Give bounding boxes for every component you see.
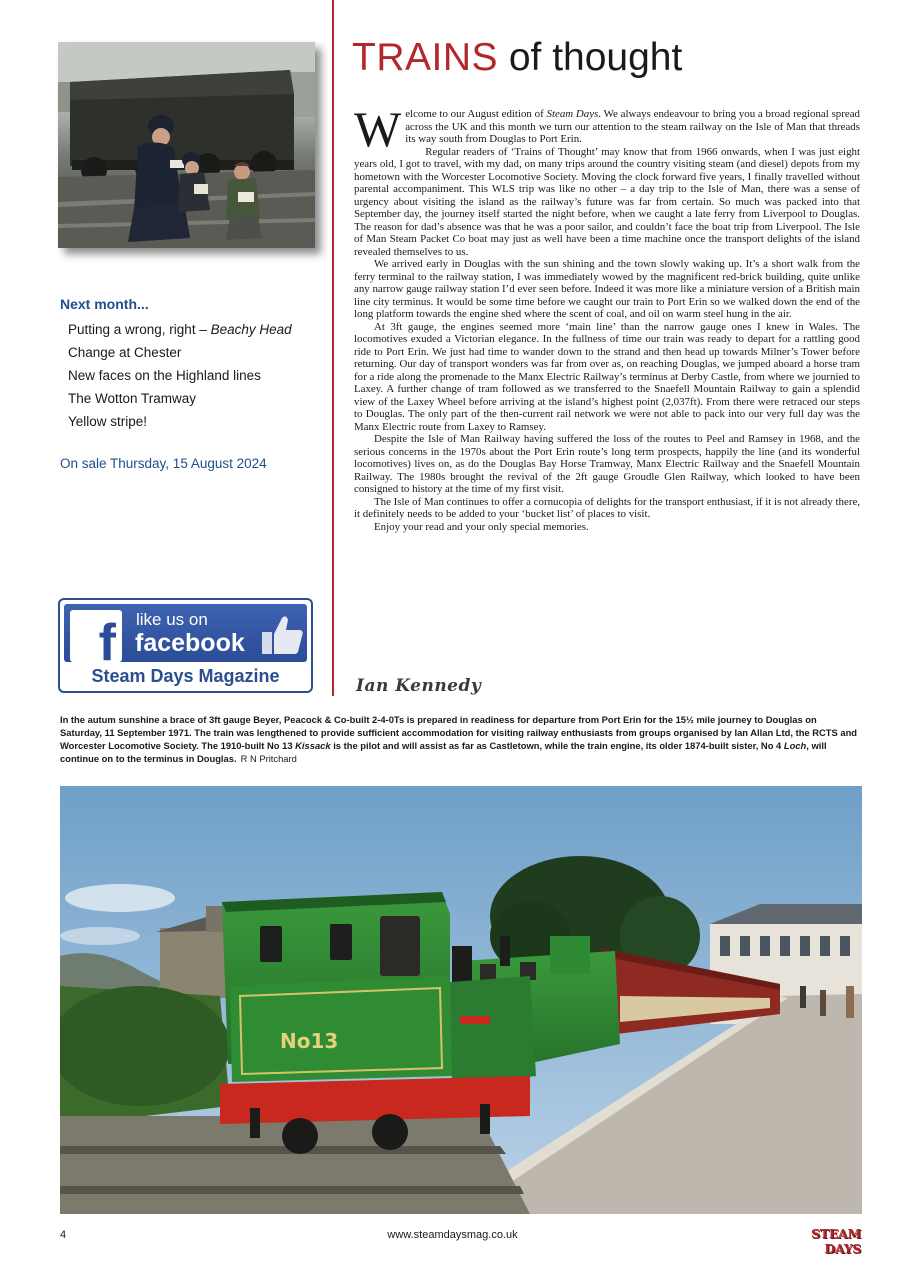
- next-month-item: Putting a wrong, right – Beachy Head: [68, 322, 292, 337]
- facebook-wordmark: facebook: [135, 629, 245, 657]
- on-sale-date: On sale Thursday, 15 August 2024: [60, 456, 267, 471]
- next-month-list: [68, 318, 292, 433]
- title-red-word: TRAINS: [352, 36, 499, 79]
- depot-photo: [58, 42, 315, 248]
- article-paragraph: At 3ft gauge, the engines seemed more ‘main line’ than the narrow gauge ones I knew in Wales. The locomotives exuded a Victorian elegance. In the fullness of time our train was ready to depart for a rattling good ride to Port Erin. We just had time to wander down to the strand and then head up towards Milner’s Tower before returning. Our day of transport wonders was far from over as, on reaching Douglas, we jumped aboard a horse tram for a ride along the promenade to the Manx Electric Railway’s terminus at Derby Castle, from where we journied to Laxey. A further change of tram followed as we transferred to the Snaefell Mountain Railway to gain a splendid view of the Laxey Wheel before arriving at the island’s highest point (2,037ft). From there were retraced our steps to Douglas. The only part of the then-current rail network we were not able to pack into our very full day was the Manx Electric route from Laxey to Ramsey.: [354, 320, 860, 433]
- facebook-banner: [64, 604, 307, 662]
- loco-number-plate: No13: [280, 1029, 339, 1053]
- facebook-promo[interactable]: [58, 598, 313, 693]
- title-rest: of thought: [498, 36, 683, 79]
- article-paragraph: We arrived early in Douglas with the sun shining and the town slowly waking up. It’s a short walk from the ferry terminal to the railway station, I was immediately wowed by the magnificent red-brick building, quite unlike any narrow gauge railway station I’d ever seen before. Indeed it was more like a miniature version of a British main line city terminus. It would be some time before we caught our train to Port Erin so we walked down the end of the long platform towards the engine shed where the scent of coal, and oil on warm steel hung in the air.: [354, 258, 860, 320]
- port-erin-train-photo: [60, 786, 862, 1214]
- column-divider: [332, 0, 334, 696]
- facebook-logo-icon: f: [70, 610, 122, 662]
- article-paragraph: Regular readers of ‘Trains of Thought’ may know that from 1966 onwards, when I was just eight years old, I got to travel, with my dad, on many trips around the country visiting steam (and diesel) depots from my hometown with the Worcester Locomotive Society. Moving the clock forward five years, I finally travelled without parental accompaniment. This WLS trip was like no other – a day trip to the Isle of Man, there was a sense of urgency about visiting the island as the railway’s future was far from certain. So much was packed into that September day, the journey itself started the night before, when we caught a late ferry from Liverpool to Douglas. The reason for dad’s absence was that he was a poor sailor, and couldn’t face the boat trip from Liverpool. The Isle of Man Steam Packet Co boat may just as well have been a time machine once the transport delights of the island revealed themselves to us.: [354, 145, 860, 258]
- depot-photo-art: [58, 42, 315, 248]
- steam-days-logo: STEAM DAYS: [811, 1226, 861, 1256]
- next-month-item: Yellow stripe!: [68, 414, 148, 429]
- website-url[interactable]: www.steamdaysmag.co.uk: [387, 1229, 518, 1241]
- photo-caption: In the autum sunshine a brace of 3ft gauge Beyer, Peacock & Co-built 2-4-0Ts is prepared in readiness for departure from Port Erin for the 15½ mile journey to Douglas on Saturday, 11 September 1971. The train was lengthened to provide sufficient accommodation for visiting railway enthusiasts from groups organised by Ian Allan Ltd, the RCTS and Worcester Locomotive Society. The 1910-built No 13 Kissack is the pilot and will assist as far as Castletown, while the train engine, its older 1874-built sister, No 4 Loch, will continue on to the terminus in Douglas. R N Pritchard: [60, 714, 858, 764]
- thumbs-up-icon: [260, 614, 304, 656]
- magazine-name: Steam Days Magazine: [91, 666, 280, 686]
- next-month-item: The Wotton Tramway: [68, 391, 197, 406]
- facebook-like-text: like us on: [136, 610, 208, 629]
- photo-credit: R N Pritchard: [240, 753, 297, 764]
- main-photo: [60, 786, 862, 1214]
- page-number: 4: [60, 1229, 67, 1241]
- editorial-article: [354, 101, 860, 533]
- editor-signature: Ian Kennedy: [356, 676, 482, 696]
- article-paragraph: Enjoy your read and your only special memories.: [374, 520, 589, 533]
- drop-cap: W: [354, 101, 402, 157]
- next-month-heading: Next month...: [60, 296, 149, 312]
- article-paragraph: The Isle of Man continues to offer a cornucopia of delights for the transport enthusiast, if it is not already there, it definitely needs to be added to your ‘bucket list’ of places to visit.: [354, 495, 860, 520]
- article-paragraph: Despite the Isle of Man Railway having suffered the loss of the routes to Peel and Ramsey in 1968, and the serious concerns in the 1970s about the Port Erin route’s long term prospects, happily the line (and its wonderful locomotives) lives on, as do the Douglas Bay Horse Tramway, Manx Electric Railway and the Snaefell Mountain Railway. The 1980s brought the revival of the 2ft gauge Groudle Glen Railway, which looked to have been consigned to history at the time of my first visit.: [354, 433, 860, 495]
- page-title: [352, 32, 682, 84]
- next-month-item: New faces on the Highland lines: [68, 368, 261, 383]
- article-paragraph: Welcome to our August edition of Steam Days. We always endeavour to bring you a broad regional spread across the UK and this month we turn our attention to the steam railway on the Isle of Man that threads its way south from Douglas to Port Erin.: [354, 101, 860, 157]
- next-month-item: Change at Chester: [68, 345, 182, 360]
